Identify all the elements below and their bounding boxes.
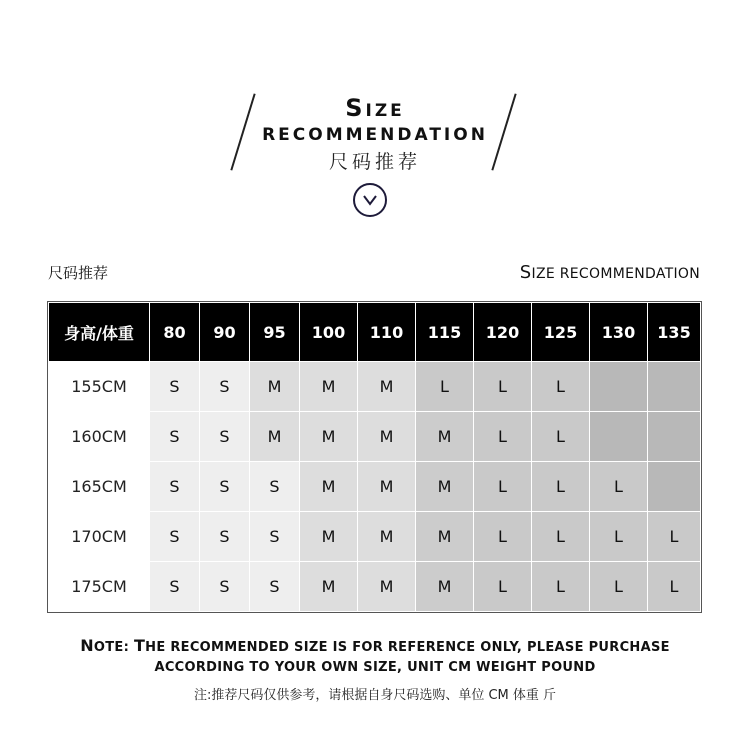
size-cell: M [300,412,358,462]
weight-header: 80 [150,303,200,362]
size-cell: S [200,562,250,612]
size-cell: M [300,512,358,562]
chevron-down-circle-icon [353,183,387,217]
size-cell: M [300,362,358,412]
table-header-row [49,303,701,362]
size-cell: M [358,412,416,462]
size-cell: M [416,462,474,512]
size-cell: S [200,412,250,462]
weight-header: 110 [358,303,416,362]
size-cell: L [416,362,474,412]
size-cell: M [300,462,358,512]
size-cell: M [416,412,474,462]
size-cell: L [532,412,590,462]
size-cell: L [474,412,532,462]
weight-header: 90 [200,303,250,362]
size-cell: L [648,512,701,562]
height-label: 160CM [49,412,150,462]
size-cell: L [532,512,590,562]
weight-header: 130 [590,303,648,362]
size-cell: S [250,462,300,512]
size-cell: S [200,462,250,512]
table-row [49,412,701,462]
size-cell: S [250,512,300,562]
size-cell: L [532,462,590,512]
note-english: NOTE: THE RECOMMENDED SIZE IS FOR REFERENCE ONLY, PLEASE PURCHASE ACCORDING TO YOUR OWN SIZE, UNIT CM WEIGHT POUND [80,636,670,675]
size-cell: S [150,512,200,562]
size-table [48,302,701,612]
table-row [49,562,701,612]
table-row [49,512,701,562]
size-cell: L [474,512,532,562]
size-cell: M [358,562,416,612]
size-cell [590,362,648,412]
size-cell: M [300,562,358,612]
size-cell [648,412,701,462]
size-cell: M [416,512,474,562]
size-cell: M [358,362,416,412]
title-line-1: SIZE [345,94,405,122]
size-cell: S [150,462,200,512]
size-cell: L [532,362,590,412]
size-cell: M [416,562,474,612]
size-cell: S [200,512,250,562]
size-cell: L [590,562,648,612]
subheader-cn: 尺码推荐 [48,264,109,282]
weight-header: 120 [474,303,532,362]
size-cell: S [150,412,200,462]
size-cell: L [474,462,532,512]
height-label: 175CM [49,562,150,612]
size-cell: M [358,512,416,562]
table-row [49,462,701,512]
size-cell: S [250,562,300,612]
height-label: 155CM [49,362,150,412]
note-chinese: 注:推荐尺码仅供参考，请根据自身尺码选购、单位 CM 体重 斤 [193,688,557,703]
size-cell: L [474,362,532,412]
height-label: 170CM [49,512,150,562]
size-cell: S [200,362,250,412]
weight-header: 100 [300,303,358,362]
size-cell: M [250,362,300,412]
weight-header: 125 [532,303,590,362]
weight-header: 135 [648,303,701,362]
table-row [49,362,701,412]
chevron-down-icon [362,194,378,206]
size-cell: L [648,562,701,612]
size-cell: M [358,462,416,512]
title-line-2: RECOMMENDATION [262,125,488,145]
subheader-en: SIZE RECOMMENDATION [519,262,700,283]
size-cell: S [150,562,200,612]
title-chinese: 尺码推荐 [328,151,421,173]
size-cell: L [590,512,648,562]
size-cell [648,462,701,512]
size-cell [590,412,648,462]
size-cell: M [250,412,300,462]
size-cell [648,362,701,412]
size-cell: L [590,462,648,512]
weight-header: 115 [416,303,474,362]
corner-label: 身高/体重 [49,303,150,362]
size-cell: L [474,562,532,612]
size-cell: S [150,362,200,412]
weight-header: 95 [250,303,300,362]
size-cell: L [532,562,590,612]
height-label: 165CM [49,462,150,512]
